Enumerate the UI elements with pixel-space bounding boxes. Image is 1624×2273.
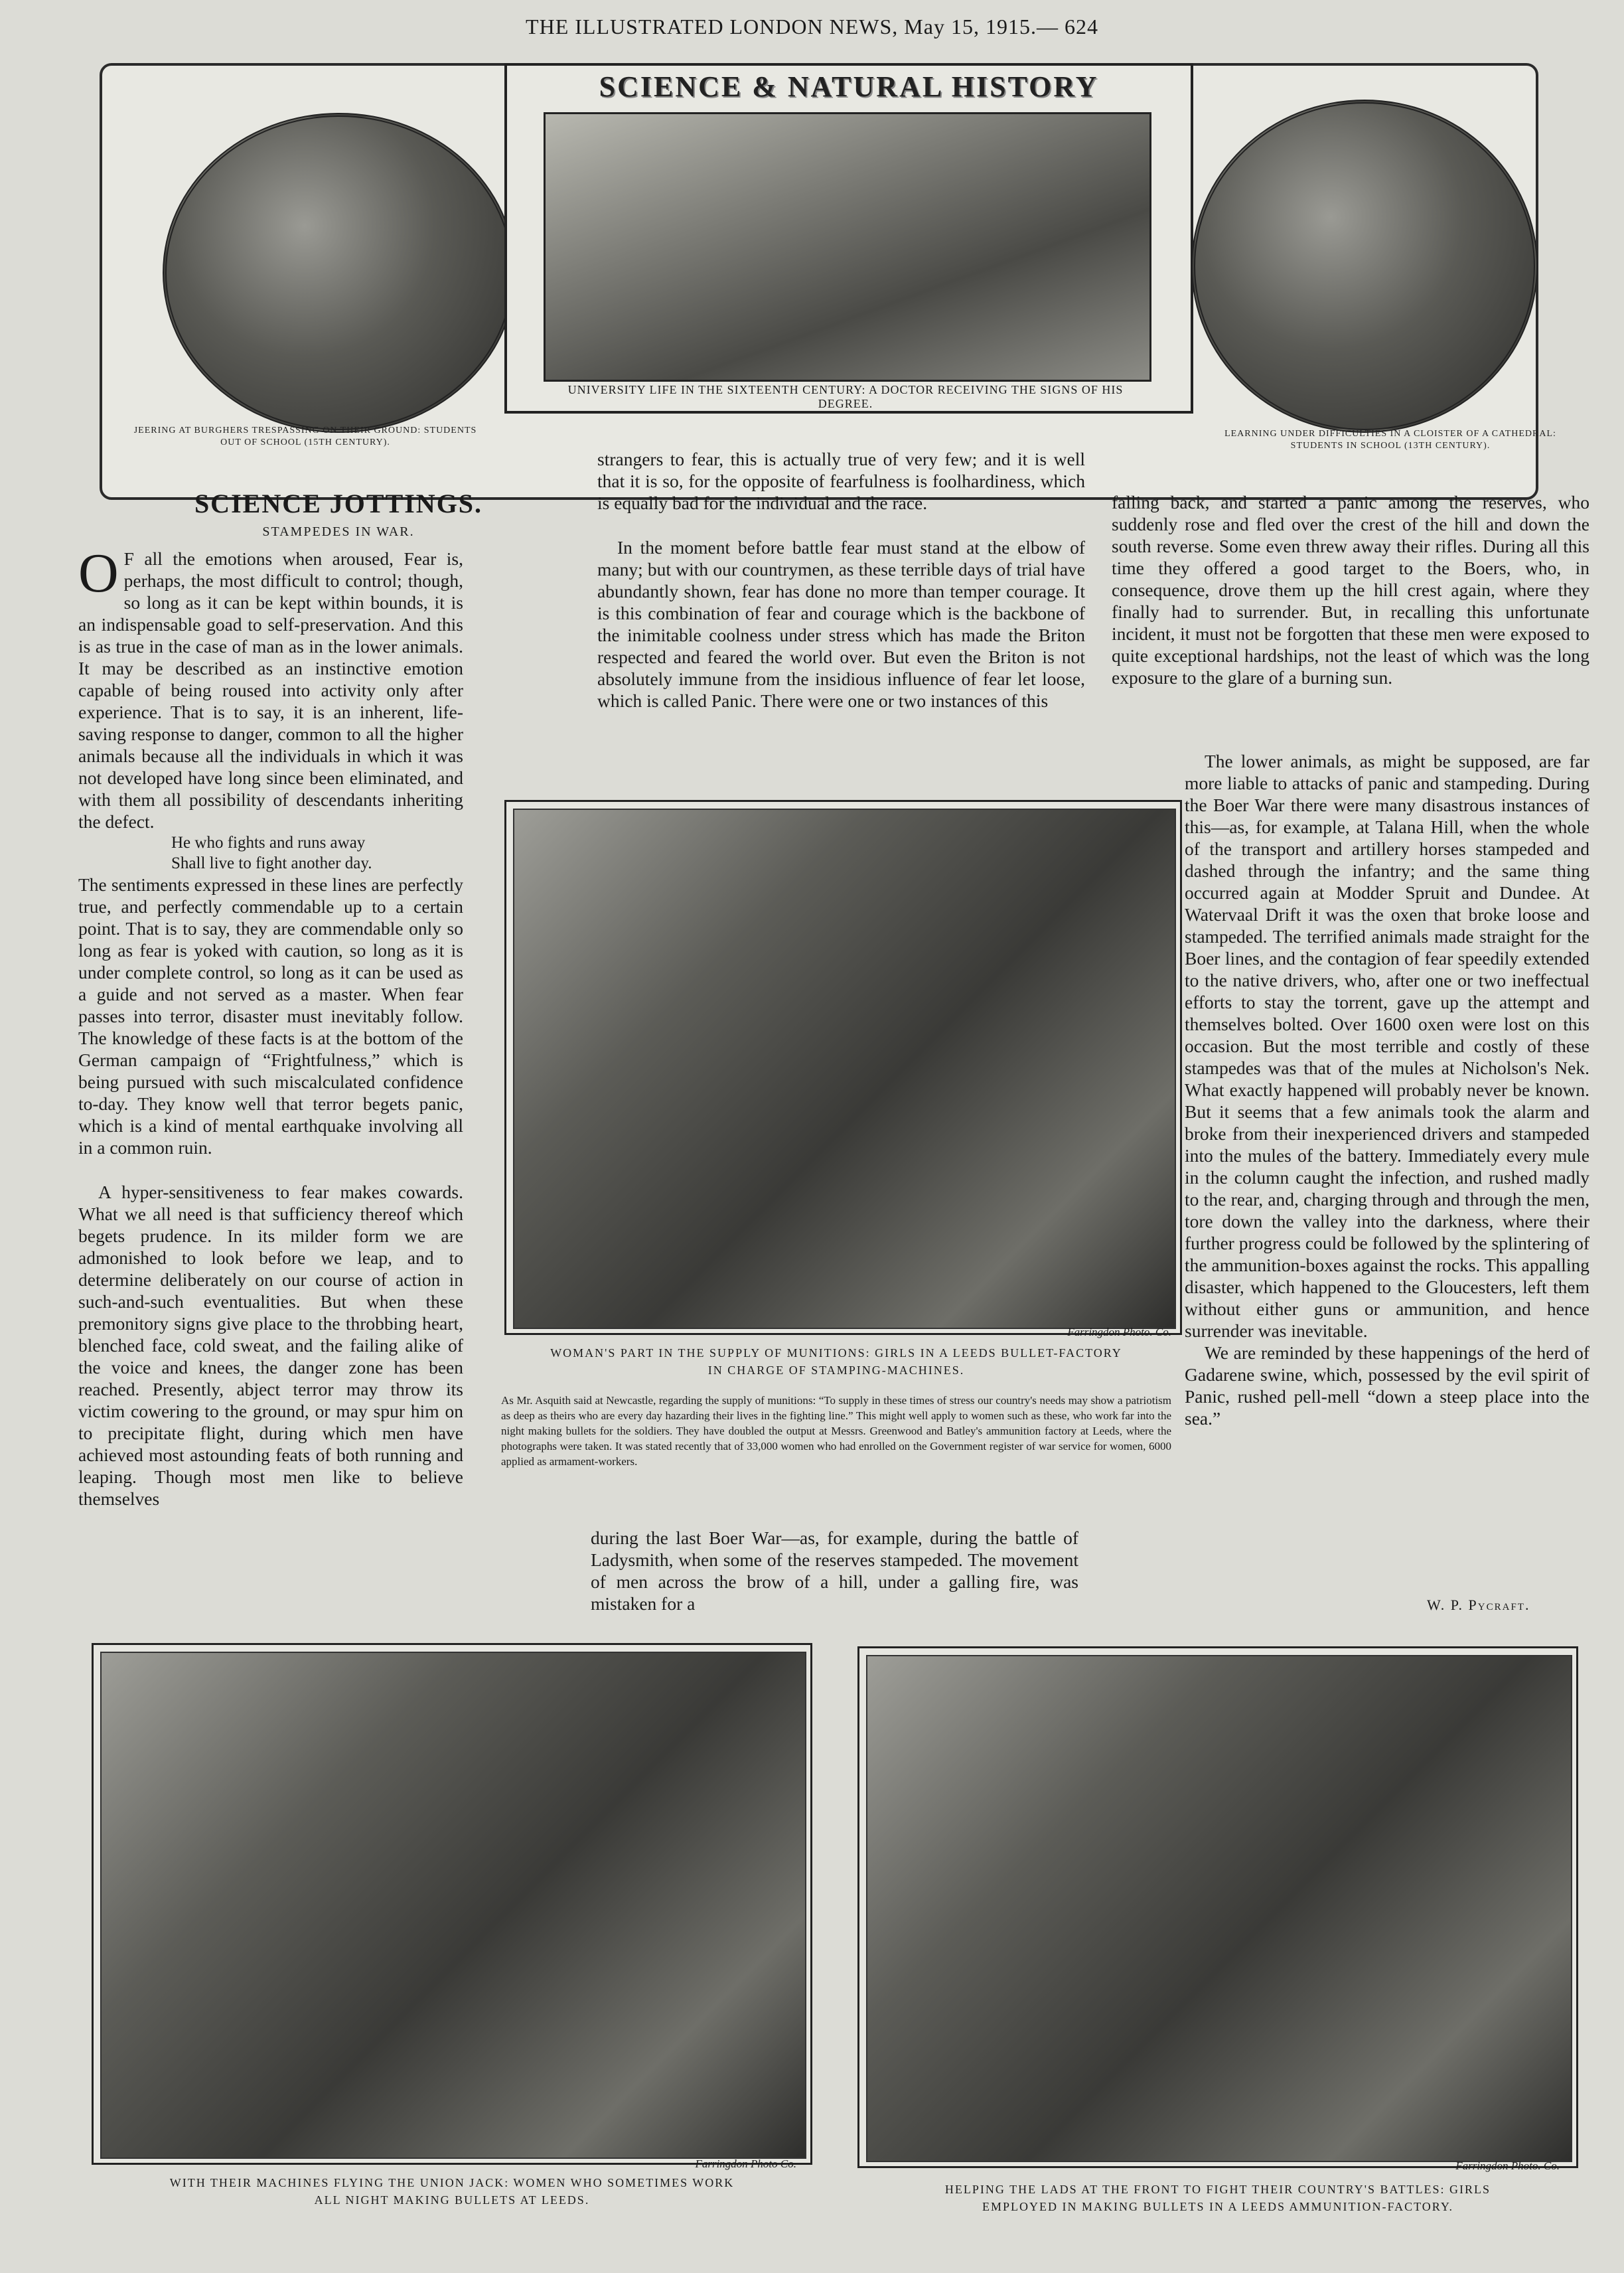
- center-photo-frame: [504, 800, 1182, 1335]
- paragraph: strangers to fear, this is actually true of very few; and it is well that it is so, for the opposite of fearfulness is foolhardiness, which is equally bad for the individual and the race.: [597, 449, 1085, 513]
- paragraph: We are reminded by these happenings of the herd of Gadarene swine, which, possessed by the evil spirit of Panic, rushed pell-mell “down a steep place into the sea.”: [1185, 1342, 1589, 1429]
- center-photo-note: As Mr. Asquith said at Newcastle, regarding the supply of munitions: “To supply in these times of stress our country's needs may show a patriotism as deep as theirs who are every day hazarding their lives in the fighting line.” This might well apply to women such as these, who work far into the night making bullets for the soldiers. They have doubled the output at Messrs. Greenwood and Batley's ammunition factory at Leeds, where the photographs were taken. It was stated recently that of 33,000 women who had enrolled on the Government register of war service for women, 6000 applied as armament-workers.: [501, 1394, 1171, 1468]
- drop-cap: O: [78, 542, 119, 604]
- verse-line: Shall live to fight another day.: [171, 854, 372, 872]
- stamping-machines-photo: [513, 809, 1176, 1329]
- article-title: SCIENCE JOTTINGS.: [194, 489, 483, 518]
- center-header-caption: UNIVERSITY LIFE IN THE SIXTEENTH CENTURY: A DOCTOR RECEIVING THE SIGNS OF HIS DEGREE.: [567, 383, 1124, 410]
- center-header-illustration: [544, 112, 1151, 382]
- bottom-left-photo-caption: WITH THEIR MACHINES FLYING THE UNION JACK: WOMEN WHO SOMETIMES WORK ALL NIGHT MAKING BULLETS AT LEEDS.: [169, 2176, 735, 2207]
- running-head: THE ILLUSTRATED LONDON NEWS, May 15, 1915.— 624: [526, 15, 1098, 39]
- paragraph: A hyper-sensitiveness to fear makes cowards. What we all need is that sufficiency thereof which begets prudence. In its milder form we are admonished to look before we leap, and to determine deliberately on our course of action in such-and-such eventualities. But when these premonitory signs give place to the throbbing heart, blenched face, cold sweat, and the failing alike of the voice and knees, the danger zone has been reached. Presently, abject terror may throw its victim cowering to the ground, or may spur him on to precipitate flight, during which men have achieved most astounding feats of both running and leaping. Though most men like to believe themselves: [78, 1182, 463, 1509]
- bottom-right-photo-caption: HELPING THE LADS AT THE FRONT TO FIGHT THEIR COUNTRY'S BATTLES: GIRLS EMPLOYED IN MAKING BULLETS IN A LEEDS AMMUNITION-FACTORY.: [944, 2183, 1491, 2213]
- left-medallion-illustration: [163, 113, 516, 433]
- left-medallion-caption: JEERING AT BURGHERS TRESPASSING ON THEIR GROUND: STUDENTS OUT OF SCHOOL (15TH CENTURY).: [133, 426, 477, 447]
- ammunition-factory-photo: [866, 1655, 1572, 2162]
- article-subtitle: STAMPEDES IN WAR.: [262, 524, 415, 539]
- article-column-3-top: [1112, 491, 1589, 688]
- photo-credit: Farringdon Photo. Co.: [1455, 2159, 1560, 2172]
- article-column-1: [78, 542, 463, 1510]
- paragraph: during the last Boer War—as, for example, during the battle of Ladysmith, when some of the reserves stampeded. The movement of men across the brow of a hill, under a galling fire, was mistaken for a: [591, 1528, 1078, 1614]
- paragraph: O F all the emotions when aroused, Fear is, perhaps, the most difficult to control; though, so long as it can be kept within bounds, it is an indispensable goad to self-preservation. And this is as true in the case of man as in the lower animals. It may be described as an instinctive emotion capable of being roused into activity only after experience. That is to say, it is an inherent, life-saving response to danger, common to all the higher animals because all the individuals in which it was not developed have long since been eliminated, and with them all possibility of descendants inheriting the defect.: [78, 542, 463, 832]
- photo-credit: Farringdon Photo Co.: [695, 2157, 796, 2170]
- article-column-2-bottom: [591, 1527, 1078, 1614]
- bottom-left-photo-frame: [92, 1643, 812, 2165]
- author-signature: W. P. Pycraft.: [1427, 1597, 1530, 1613]
- bottom-right-photo-frame: [857, 1646, 1578, 2168]
- article-column-2-top: [597, 448, 1085, 712]
- center-header-panel: [504, 63, 1193, 414]
- paragraph: falling back, and started a panic among the reserves, who suddenly rose and fled over the crest of the hill and down the south reverse. Some even threw away their rifles. During all this time they offered a good target to the Boers, who, in consequence, drove them up the hill crest again, where they finally had to surrender. But, in recalling this unfortunate incident, it must not be forgotten that these men were exposed to quite exceptional hardships, not the least of which was the long exposure to the glare of a burning sun.: [1112, 492, 1589, 688]
- photo-credit: Farringdon Photo. Co.: [1067, 1326, 1171, 1338]
- paragraph: In the moment before battle fear must stand at the elbow of many; but with our countrymen, as these terrible days of trial have abundantly shown, fear has done no more than temper courage. It is this combination of fear and courage which is the backbone of the inimitable coolness under stress which has made the Briton respected and feared the world over. But even the Briton is not absolutely immune from the insidious influence of fear let loose, which is called Panic. There were one or two instances of this: [597, 537, 1085, 711]
- section-title: SCIENCE & NATURAL HISTORY: [599, 70, 1099, 103]
- verse-line: He who fights and runs away: [171, 834, 366, 852]
- right-medallion-caption: LEARNING UNDER DIFFICULTIES IN A CLOISTER OF A CATHEDRAL: STUDENTS IN SCHOOL (13TH CENTURY).: [1224, 429, 1556, 451]
- paragraph: The sentiments expressed in these lines are perfectly true, and perfectly commendable up to a certain point. That is to say, they are commendable only so long as fear is yoked with caution, so long as it is under complete control, so long as it can be used as a guide and not served as a master. When fear passes into terror, disaster must inevitably follow. The knowledge of these facts is at the bottom of the German campaign of “Frightfulness,” which is being pursued with such miscalculated confidence to-day. They know well that terror begets panic, which is a kind of mental earthquake involving all in a common ruin.: [78, 874, 463, 1158]
- paragraph: The lower animals, as might be supposed, are far more liable to attacks of panic and stampeding. During the Boer War there were many disastrous instances of this—as, for example, at Talana Hill, when the whole of the transport and artillery horses stampeded and dashed through the infantry; and the same thing occurred again at Modder Spruit and Dundee. At Watervaal Drift it was the oxen that broke loose and stampeded. The terrified animals made straight for the Boer lines, and the contagion of fear speedily extended to the native drivers, who, after one or two ineffectual efforts to stay the torrent, gave up the attempt and themselves bolted. Over 1600 oxen were lost on this occasion. But the most terrible and costly of these stampedes was that of the mules at Nicholson's Nek. What exactly happened will probably never be known. But it seems that a few animals took the alarm and broke from their inexperienced drivers and stampeded into the mules of the battery. Immediately every mule in the column caught the infection, and rushed madly to the rear, and, charging through and through the men, tore down the valley into the darkness, where their further progress could be followed by the splintering of the ammunition-boxes against the rocks. This appalling disaster, which happened to the Gloucesters, left them without either guns or ammunition, and hence surrender was inevitable.: [1185, 751, 1589, 1341]
- article-column-3-mid: [1185, 750, 1589, 1429]
- center-photo-caption: WOMAN'S PART IN THE SUPPLY OF MUNITIONS: GIRLS IN A LEEDS BULLET-FACTORY IN CHARGE OF STAMPING-MACHINES.: [550, 1346, 1122, 1377]
- union-jack-machines-photo: [100, 1652, 806, 2159]
- right-medallion-illustration: [1191, 100, 1538, 433]
